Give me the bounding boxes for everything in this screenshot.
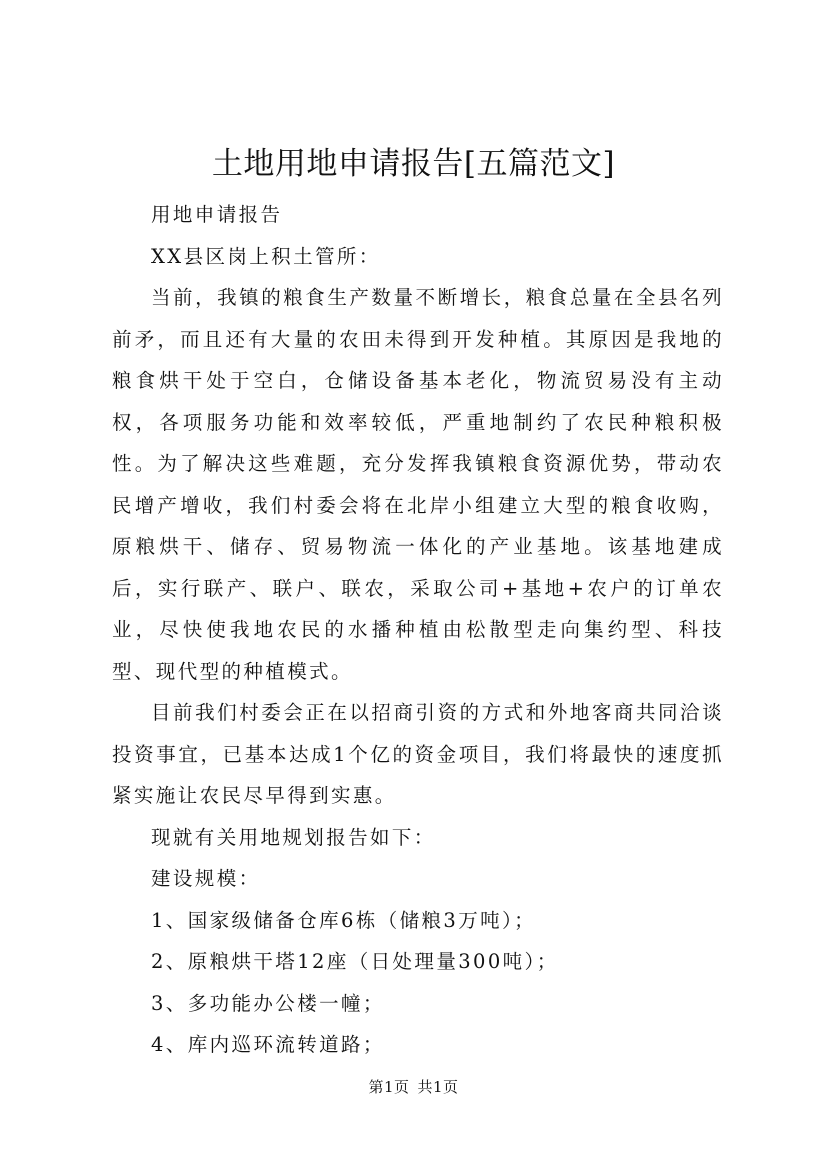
page-number: 第1页: [368, 1078, 410, 1096]
page-footer: [0, 1077, 827, 1097]
list-item: 2、原粮烘干塔12座（日处理量300吨）；: [151, 950, 559, 973]
paragraph-scale-heading: 建设规模：: [151, 867, 261, 890]
paragraph-intro: 现就有关用地规划报告如下：: [151, 825, 436, 849]
list-item: 4、库内巡环流转道路；: [151, 1033, 385, 1056]
paragraph-investment: 目前我们村委会正在以招商引资的方式和外地客商共同洽谈投资事宜，已基本达成1个亿的资金项目，我们将最快的速度抓紧实施让农民尽早得到实惠。: [112, 701, 724, 807]
list-item: 3、多功能办公楼一幢；: [151, 991, 385, 1015]
document-title: 土地用地申请报告[五篇范文]: [211, 146, 616, 182]
paragraph-recipient: XX县区岗上积土管所：: [151, 244, 381, 268]
page-total: 共1页: [417, 1078, 459, 1096]
document-body: [112, 194, 724, 1066]
paragraph-heading: 用地申请报告: [151, 203, 283, 226]
list-item: 1、国家级储备仓库6栋（储粮3万吨）；: [151, 908, 537, 932]
paragraph-background: 当前，我镇的粮食生产数量不断增长，粮食总量在全县名列前矛，而且还有大量的农田未得到开发种植。其原因是我地的粮食烘干处于空白，仓储设备基本老化，物流贸易没有主动权，各项服务功能和效率较低，严重地制约了农民种粮积极性。为了解决这些难题，充分发挥我镇粮食资源优势，带动农民增产增收，我们村委会将在北岸小组建立大型的粮食收购，原粮烘干、储存、贸易物流一体化的产业基地。该基地建成后，实行联产、联户、联农，采取公司+基地+农户的订单农业，尽快使我地农民的水播种植由松散型走向集约型、科技型、现代型的种植模式。: [112, 286, 724, 683]
